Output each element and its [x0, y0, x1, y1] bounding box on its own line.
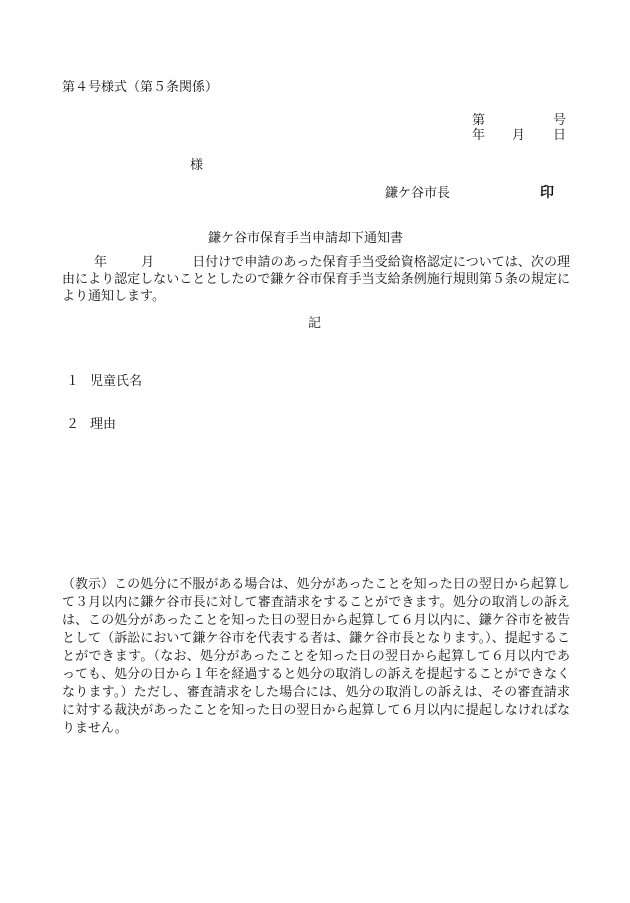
- form-number-label: 第４号様式（第５条関係）: [62, 80, 219, 95]
- document-title: 鎌ケ谷市保育手当申請却下通知書: [208, 231, 404, 246]
- body-month-label: 月: [141, 255, 155, 270]
- seal-mark: 印: [540, 185, 554, 201]
- issuer-name: 鎌ケ谷市長: [385, 186, 451, 201]
- addressee-honorific: 様: [190, 158, 204, 173]
- item-label: 児童氏名: [90, 374, 143, 389]
- list-item-reason: [66, 417, 116, 433]
- document-number-suffix: 号: [553, 113, 567, 128]
- list-item-child-name: [66, 374, 142, 390]
- date-month-label: 月: [512, 128, 526, 143]
- document-number-prefix: 第: [472, 113, 486, 128]
- item-number: ２: [66, 417, 80, 432]
- item-label: 理由: [90, 417, 117, 432]
- date-year-label: 年: [472, 128, 486, 143]
- body-text: 日付けで申請のあった保育手当受給資格認定については、次の理由により認定しないこととしたので鎌ケ谷市保育手当支給条例施行規則第５条の規定により通知します。: [62, 255, 570, 304]
- date-day-label: 日: [553, 128, 567, 143]
- ki-heading: 記: [308, 316, 322, 331]
- item-number: １: [66, 374, 80, 389]
- body-paragraph: [62, 254, 570, 305]
- appeal-notice-paragraph: （教示）この処分に不服がある場合は、処分があったことを知った日の翌日から起算して３月以内に鎌ケ谷市長に対して審査請求をすることができます。処分の取消しの訴えは、この処分があったことを知った日の翌日から起算して６月以内に、鎌ケ谷市を被告として（訴訟において鎌ケ谷市を代表する者は、鎌ケ谷市長となります。）、提起することができます。（なお、処分があったことを知った日の翌日から起算して６月以内であっても、処分の日から１年を経過すると処分の取消しの訴えを提起することができなくなります。）ただし、審査請求をした場合には、処分の取消しの訴えは、その審査請求に対する裁決があったことを知った日の翌日から起算して６月以内に提起しなければなりません。: [62, 577, 570, 736]
- body-year-label: 年: [94, 255, 108, 270]
